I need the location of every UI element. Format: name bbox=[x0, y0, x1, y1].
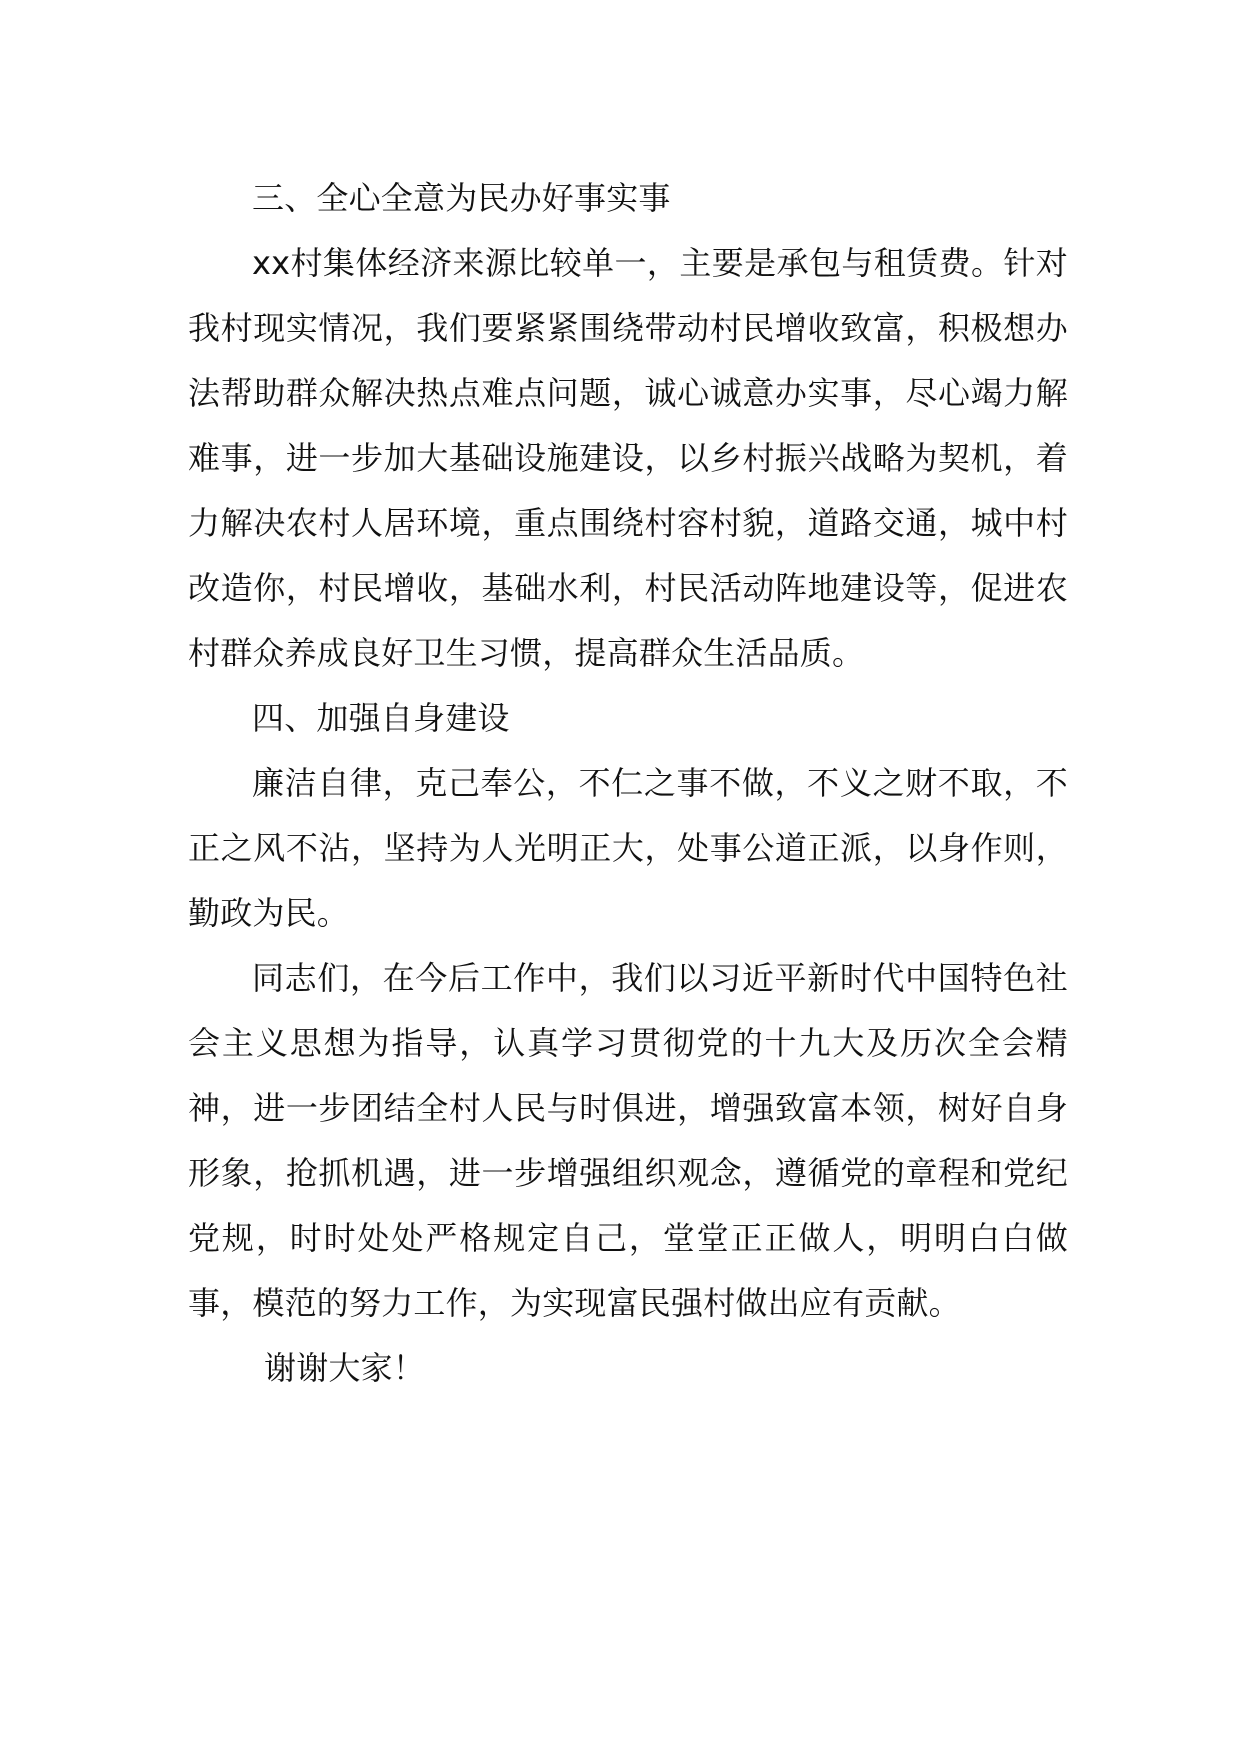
section-3-paragraph: xx村集体经济来源比较单一，主要是承包与租赁费。针对我村现实情况，我们要紧紧围绕带动村民增收致富，积极想办法帮助群众解决热点难点问题，诚心诚意办实事，尽心竭力解难事，进一步加大基础设施建设，以乡村振兴战略为契机，着力解决农村人居环境，重点围绕村容村貌，道路交通，城中村改造你，村民增收，基础水利，村民活动阵地建设等，促进农村群众养成良好卫生习惯，提高群众生活品质。 bbox=[188, 244, 1068, 672]
conclusion-paragraph: 同志们，在今后工作中，我们以习近平新时代中国特色社会主义思想为指导，认真学习贯彻党的十九大及历次全会精神，进一步团结全村人民与时俱进，增强致富本领，树好自身形象，抢抓机遇，进一步增强组织观念，遵循党的章程和党纪党规，时时处处严格规定自己，堂堂正正做人，明明白白做事，模范的努力工作，为实现富民强村做出应有贡献。 bbox=[188, 959, 1068, 1322]
section-3-heading: 三、全心全意为民办好事实事 bbox=[252, 179, 671, 217]
closing-thanks: 谢谢大家！ bbox=[264, 1349, 426, 1387]
document-body bbox=[188, 166, 1068, 1401]
section-4-paragraph: 廉洁自律，克己奉公，不仁之事不做，不义之财不取，不正之风不沾，坚持为人光明正大，处事公道正派，以身作则，勤政为民。 bbox=[188, 764, 1068, 932]
section-4-heading: 四、加强自身建设 bbox=[252, 699, 510, 737]
